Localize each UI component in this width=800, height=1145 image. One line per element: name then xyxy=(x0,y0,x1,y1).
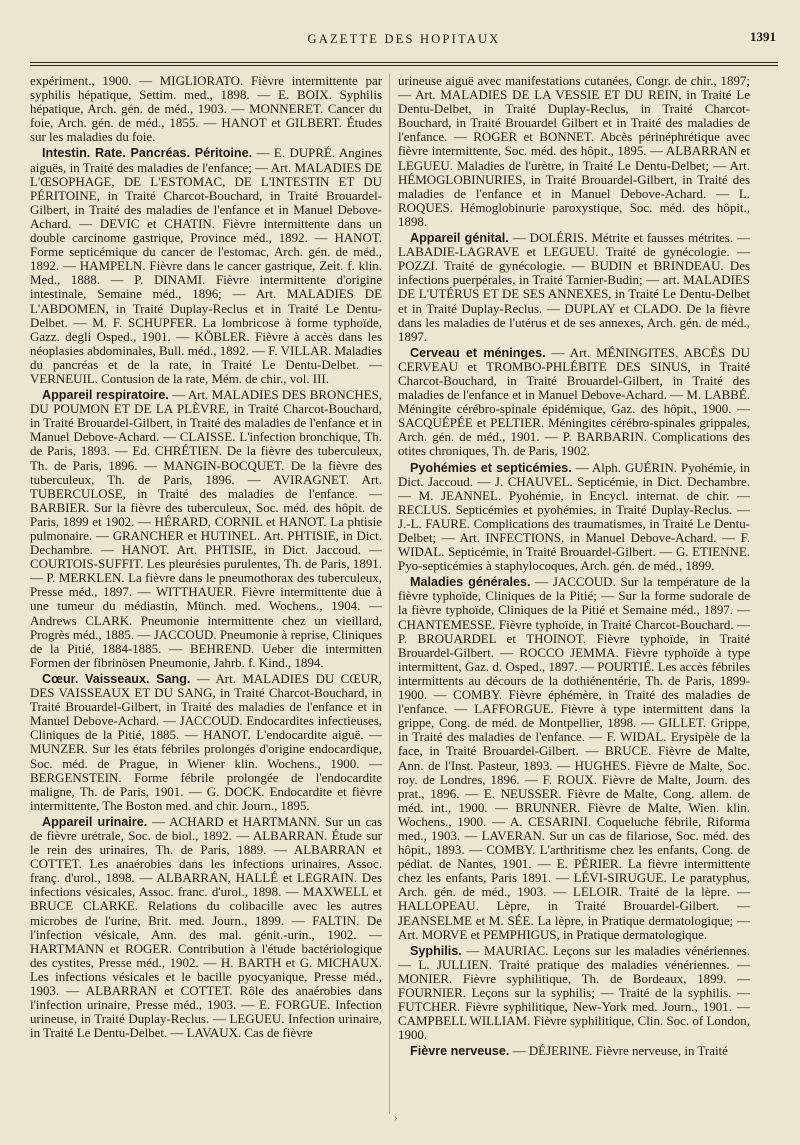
page-number: 1391 xyxy=(750,29,776,44)
section-genital xyxy=(398,231,750,344)
section-heading: Intestin. Rate. Pancréas. Péritoine. xyxy=(42,146,253,161)
section-text: — Art. MÉNINGITES. ABCÈS DU CERVEAU et TROMBO-PHLÉBITE DES SINUS, in Traité Charcot-Bouchard, in Traité Brouardel-Gilbert, in Traité des maladies de l'enfance et in Manuel Debove-Achard. — M. LABBÉ. Méningite cérébro-spinale épidémique, Gaz. des hôpit., 1900. — SACQUÉPÉE et PELTIER. Méningites cérébro-spinales grippales, Arch. gén. de méd., 1901. — P. BARBARIN. Complications des otites chroniques, Th. de Paris, 1902. xyxy=(398,344,750,459)
section-text: — DÉJERINE. Fièvre nerveuse, in Traité xyxy=(509,1043,728,1059)
bibliography-paragraph: urineuse aiguë avec manifestations cutanées, Congr. de chir., 1897; — Art. MALADIES DE LA VESSIE ET DU REIN, in Traité Le Dentu-Delbet, in Traité Duplay-Reclus, in Traité Charcot-Bouchard, in Traité Brouardel Gilbert et in Traité des maladies de l'enfance. — ROGER et BONNET. Abcès périnéphrétique avec fièvre intermittente, Soc. méd. des hôpit., 1895. — ALBARRAN et LEGUEU. Maladies de l'urètre, in Traité Le Dentu-Delbet; — Art. HÉMOGLOBINURIES, in Traité Brouardel-Gilbert, in Traité des maladies de l'enfance et in Manuel Debove-Achard. — L. ROQUES. Hémoglobinurie paroxystique, Soc. méd. des hôpit., 1898. xyxy=(398,74,750,229)
section-text: — Art. MALADIES DES BRONCHES, DU POUMON ET DE LA PLÈVRE, in Traité Charcot-Bouchard, in Traité Brouardel-Gilbert, in Traité des maladies de l'enfance et in Manuel Debove-Achard. — CLAISSE. L'infection bronchique, Th. de Paris, 1893. — Ed. CHRÉTIEN. De la fièvre des tuberculeux, Th. de Paris, 1896. — MANGIN-BOCQUET. De la fièvre des tuberculeux, Th. de Paris, 1896. — AVIRAGNET. Art. TUBERCULOSE, in Traité des maladies de l'enfance. — BARBIER. Sur la fièvre des tuberculeux, Soc. méd. des hôpit. de Paris, 1899 et 1902. — HÉRARD, CORNIL et HANOT. La phtisie pulmonaire. — GRANCHER et HUTINEL. Art. PHTISIE, in Dict. Dechambre. — HANOT. Art. PHTISIE, in Dict. Jaccoud. — COURTOIS-SUFFIT. Les pleurésies purulentes, Th. de Paris, 1891. — P. MERKLEN. La fièvre dans le pneumothorax des tuberculeux, Presse méd., 1897. — WITTHAUER. Fièvre intermittente due à une tumeur du médiastin, Münch. med. Wochens., 1904. — Andrews CLARK. Pneumonie intermittente chez un vieillard, Progrès méd., 1885. — JACCOUD. Pneumonie à reprise, Cliniques de la Pitié, 1884-1885. — BEHREND. Ueber die intermitten Formen der fibrinösen Pneumonie, Jahrb. f. Kind., 1894. xyxy=(30,387,382,670)
section-heading: Maladies générales. xyxy=(410,575,531,590)
section-text: — ACHARD et HARTMANN. Sur un cas de fièvre urétrale, Soc. de biol., 1892. — ALBARRAN. Étude sur le rein des urinaires, Th. de Paris, 1889. — ALBARRAN et COTTET. Les anaérobies dans les infections urinaires, Assoc. franç. d'urol., 1898. — ALBARRAN, HALLÉ et LEGRAIN. Des infections vésicales, Assoc. franc. d'urol., 1898. — MAXWELL et BRUCE CLARKE. Relations du colibacille avec les autres microbes de l'urine, Brit. med. Journ., 1899. — FALTIN. De l'infection vésicale, Ann. des mal. génit.-urin., 1902. — HARTMANN et ROGER. Contribution à l'étude bactériologique des cystites, Presse méd., 1902. — H. BARTH et G. MICHAUX. Les infections vésicales et le bacille pyocyanique, Presse méd., 1903. — ALBARRAN et COTTET. Rôle des anaérobies dans l'infection urinaire, Presse méd., 1903. — E. FORGUE. Infection urineuse, in Traité Duplay-Reclus. — LEGUEU. Infection urinaire, in Traité Le Dentu-Delbet. — LAVAUX. Cas de fièvre xyxy=(30,813,382,1041)
bibliography-paragraph: expériment., 1900. — MIGLIORATO. Fièvre intermittente par syphilis hépatique, Settim. med., 1898. — E. BOIX. Syphilis hépatique, Arch. gén. de méd., 1903. — MONNERET. Cancer du foie, Arch. gén. de méd., 1855. — HANOT et GILBERT. Études sur les maladies du foie. xyxy=(30,74,382,145)
section-text: — Art. MALADIES DU CŒUR, DES VAISSEAUX ET DU SANG, in Traité Charcot-Bouchard, in Traité Brouardel-Gilbert, in Traité des maladies de l'enfance et in Manuel Debove-Achard. — JACCOUD. Endocardites infectieuses, Cliniques de la Pitié, 1885. — HANOT. L'endocardite aiguë. — MUNZER. Sur les états fébriles prolongés d'origine endocardique, Soc. méd. de Prague, in Wiener klin. Wochens., 1900. — BERGENSTEIN. Forme fébrile prolongée de l'endocardite maligne, Th. de Paris, 1901. — G. DOCK. Endocardite et fièvre intermittente, The Boston med. and chir. Journ., 1895. xyxy=(30,670,382,813)
section-respiratoire xyxy=(30,388,382,670)
section-heading: Syphilis. xyxy=(410,943,462,958)
section-heading: Cœur. Vaisseaux. Sang. xyxy=(42,671,191,686)
section-intestin xyxy=(30,146,382,386)
section-syphilis xyxy=(398,944,750,1043)
left-column xyxy=(30,74,382,1134)
section-fievre-nerveuse xyxy=(398,1044,750,1058)
section-coeur xyxy=(30,672,382,813)
page-header xyxy=(30,28,778,50)
right-column xyxy=(398,74,750,1134)
section-maladies-generales xyxy=(398,575,750,941)
header-rule-double xyxy=(30,65,778,66)
section-text: — MAURIAC. Leçons sur les maladies vénériennes. — L. JULLIEN. Traité pratique des maladies vénériennes. — MONIER. Fièvre syphilitique, Th. de Bordeaux, 1899. — FOURNIER. Leçons sur la syphilis; — Traité de la syphilis. — FUTCHER. Fièvre syphilitique, New-York med. Journ., 1901. — CAMPBELL WILLIAM. Fièvre syphilitique, Clin. Soc. of London, 1900. xyxy=(398,942,750,1043)
section-text: — E. DUPRÉ. Angines aiguës, in Traité des maladies de l'enfance; — Art. MALADIES DE L'ŒSOPHAGE, DE L'ESTOMAC, DE L'INTESTIN ET DU PÉRITOINE, in Traité Charcot-Bouchard, in Traité Brouardel-Gilbert, in Traité des maladies de l'enfance et in Manuel Debove-Achard. — DEVIC et CHATIN. Fièvre intermittente dans un double carcinome gastrique, Province méd., 1892. — HANOT. Forme septicémique du cancer de l'estomac, Arch. gén. de méd., 1892. — HAMPELN. Fièvre dans le cancer gastrique, Zeit. f. klin. Med., 1888. — P. DINAMI. Fièvre intermittente d'origine intestinale, Semaine méd., 1896; — Art. MALADIES DE L'ABDOMEN, in Traité Duplay-Reclus et in Traité Le Dentu-Delbet. — M. F. SCHUPFER. La lombricose à forme typhoïde, Gazz. degli Osped., 1901. — KÖBLER. Fièvre à accès dans les néoplasies abdominales, Bull. méd., 1892. — F. VILLAR. Maladies du pancréas et de la rate, in Traité Le Dentu-Delbet. — VERNEUIL. Contusion de la rate, Mém. de chir., vol. III. xyxy=(30,145,382,386)
section-heading: Fièvre nerveuse. xyxy=(410,1044,510,1059)
section-text: — JACCOUD. Sur la température de la fièvre typhoïde, Cliniques de la Pitié; — Sur la forme sudorale de la fièvre typhoïde, Cliniques de la Pitié et Semaine méd., 1897. — CHANTEMESSE. Fièvre typhoïde, in Traité Charcot-Bouchard. — P. BROUARDEL et THOINOT. Fièvre typhoïde, in Traité Brouardel-Gilbert. — ROCCO JEMMA. Fièvre typhoïde à type intermittent, Gaz. d. Osped., 1897. — POURTIÉ. Les accès fébriles intermittents au décours de la dothiénentérie, Th. de Paris, 1899-1900. — COMBY. Fièvre éphémère, in Traité des maladies de l'enfance. — LAFFORGUE. Fièvre à type intermittent dans la grippe, Cong. de méd. de Montpellier, 1898. — GILLET. Grippe, in Traité des maladies de l'enfance. — F. WIDAL. Erysipèle de la face, in Traité Brouardel-Gilbert. — BRUCE. Fièvre de Malte, Ann. de l'Inst. Pasteur, 1893. — HUGHES. Fièvre de Malte, Soc. roy. de Londres, 1896. — F. ROUX. Fièvre de Malte, Journ. des prat., 1896. — E. NEUSSER. Fièvre de Malte, Cong. allem. de méd. int., 1900. — BRUNNER. Fièvre de Malte, Wien. klin. Wochens., 1900. — A. CESARINI. Coqueluche fébrile, Riforma med., 1903. — LAVERAN. Sur un cas de filariose, Soc. méd. des hôpit., 1893. — COMBY. L'arthritisme chez les enfants, Cong. de pédiat. de Nantes, 1901. — E. PÉRIER. La fièvre intermittente chez les enfants, Paris 1891. — LÉVI-SIRUGUE. Le paratyphus, Arch. gén. de méd., 1903. — LELOIR. Traité de la lèpre. — HALLOPEAU. Lèpre, in Traité Brouardel-Gilbert. — JEANSELME et M. SÉE. La lèpre, in Pratique dermatologique; — Art. MORVE et PEMPHIGUS, in Pratique dermatologique. xyxy=(398,574,750,942)
section-heading: Appareil urinaire. xyxy=(42,814,148,829)
section-heading: Pyohémies et septicémies. xyxy=(410,460,572,475)
section-text: — Alph. GUÉRIN. Pyohémie, in Dict. Jaccoud. — J. CHAUVEL. Septicémie, in Dict. Dechambre. — M. JEANNEL. Pyohémie, in Encycl. internat. de chir. — RECLUS. Septicémies et pyohémies, in Traité Duplay-Reclus. — J.-L. FAURE. Complications des traumatismes, in Traité Le Dentu-Delbet; — Art. INFECTIONS, in Manuel Debove-Achard. — F. WIDAL. Septicémie, in Traité Brouardel-Gilbert. — G. ETIENNE. Pyo-septicémies à staphylocoques, Arch. gén. de méd., 1899. xyxy=(398,459,750,574)
section-pyohemies xyxy=(398,461,750,574)
running-title: GAZETTE DES HOPITAUX xyxy=(307,32,501,46)
section-heading: Appareil génital. xyxy=(410,231,509,246)
section-text: — DOLÉRIS. Métrite et fausses métrites. — LABADIE-LAGRAVE et LEGUEU. Traité de gynécologie. — POZZI. Traité de gynécologie. — BUDIN et BRINDEAU. Des infections puerpérales, in Traité Tarnier-Budin; — art. MALADIES DE L'UTÉRUS ET DE SES ANNEXES, in Traité Le Dentu-Delbet et in Traité Duplay-Reclus. — DUPLAY et CLADO. De la fièvre dans les maladies de l'utérus et de ses annexes, Arch. gén. de méd., 1897. xyxy=(398,230,750,344)
column-divider xyxy=(389,74,390,1114)
header-rule xyxy=(30,62,778,63)
section-cerveau xyxy=(398,346,750,459)
margin-marker: › xyxy=(394,1112,398,1124)
section-heading: Appareil respiratoire. xyxy=(42,388,169,403)
section-urinaire xyxy=(30,815,382,1041)
section-heading: Cerveau et méninges. xyxy=(410,345,546,360)
